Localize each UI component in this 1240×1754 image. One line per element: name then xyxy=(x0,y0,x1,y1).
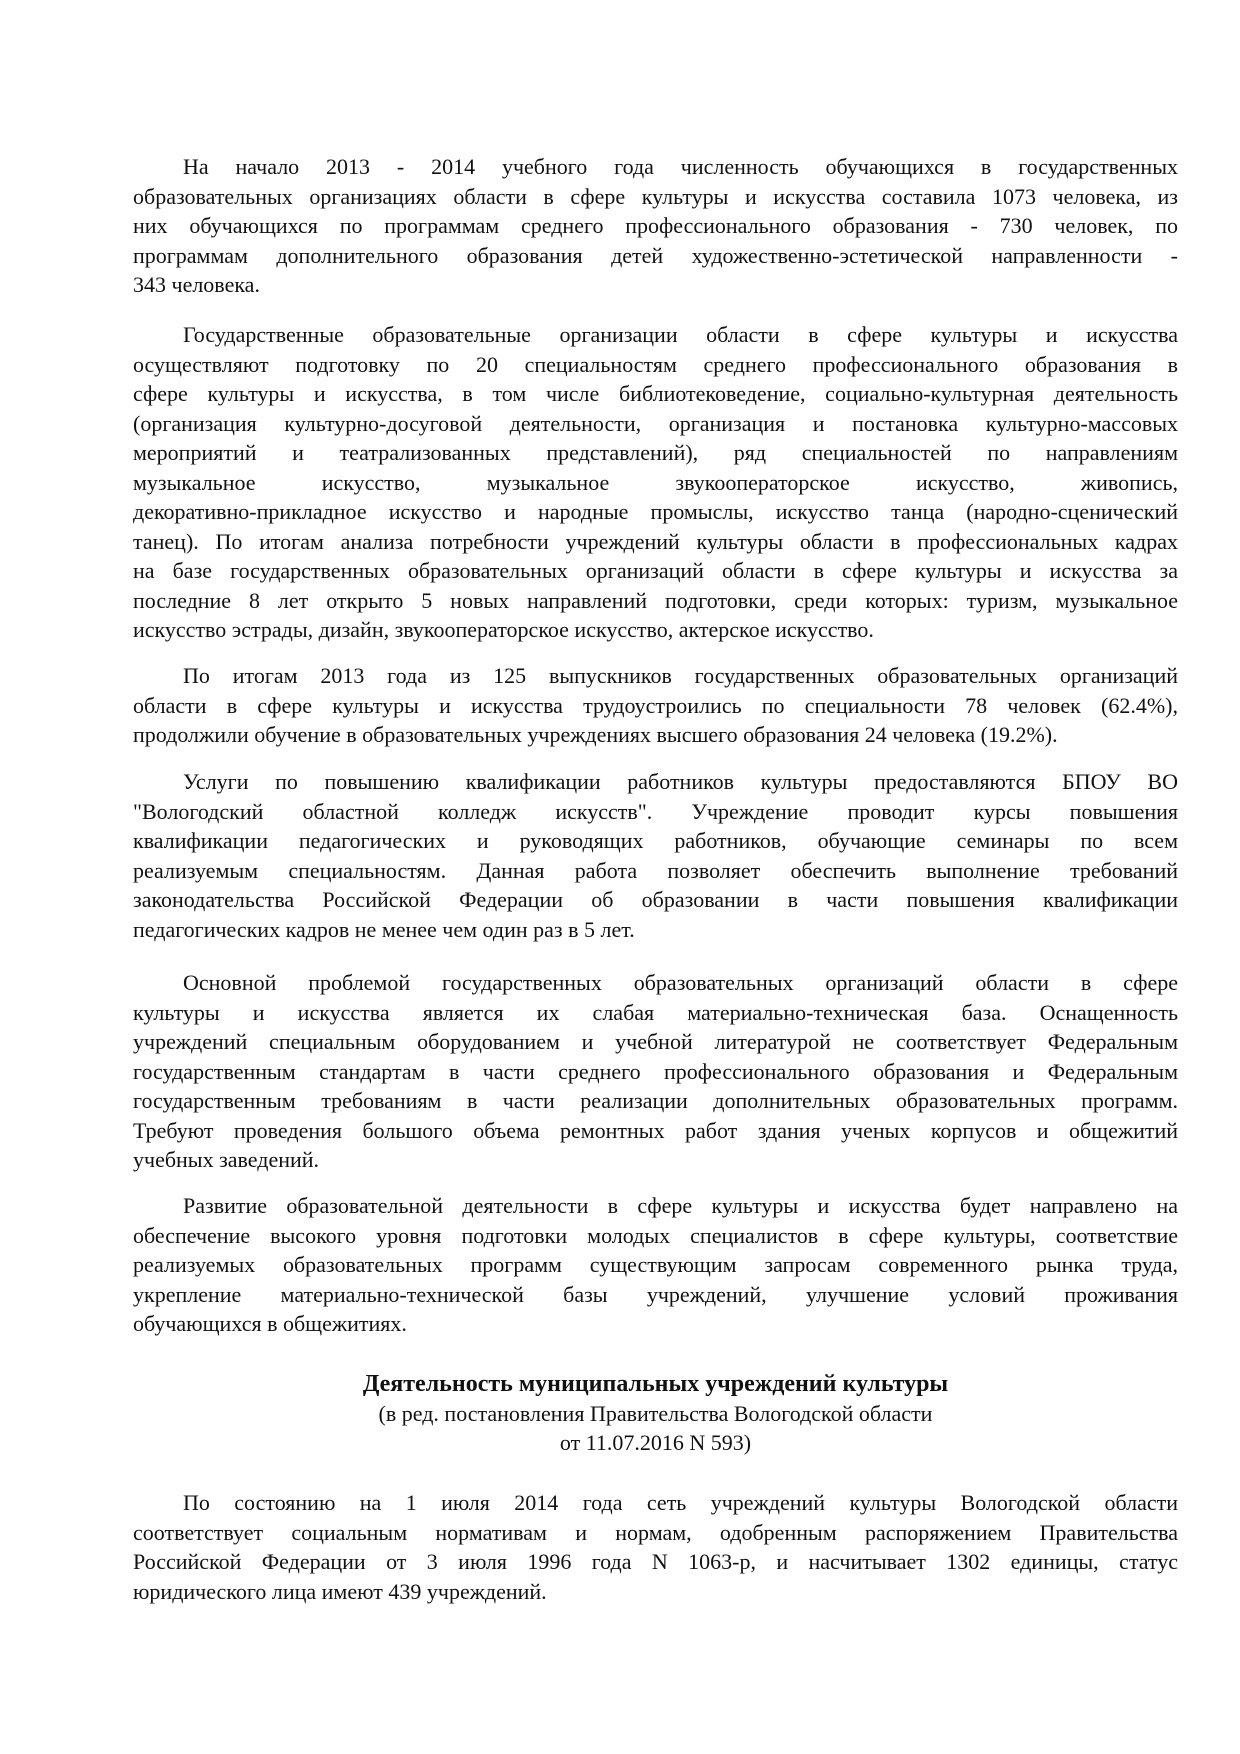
text-line: продолжили обучение в образовательных учреждениях высшего образования 24 человека (19.2%). xyxy=(133,722,1058,747)
text-line: На начало 2013 - 2014 учебного года численность обучающихся в государственных xyxy=(183,154,1178,179)
text-line: Развитие образовательной деятельности в сфере культуры и искусства будет направлено на xyxy=(183,1193,1178,1218)
text-line: Основной проблемой государственных образовательных организаций области в сфере xyxy=(183,970,1178,995)
paragraph-specialties xyxy=(133,320,1178,645)
text-line: государственным стандартам в части среднего профессионального образования и Федеральным xyxy=(133,1058,1178,1084)
text-line: учебных заведений. xyxy=(133,1147,320,1172)
paragraph-qualification xyxy=(133,767,1178,944)
section-note-line2: от 11.07.2016 N 593) xyxy=(559,1430,752,1455)
text-line: обучающихся в общежитиях. xyxy=(133,1311,407,1336)
paragraph-development xyxy=(133,1191,1178,1339)
text-line: последние 8 лет открыто 5 новых направлений подготовки, среди которых: туризм, музыкальное xyxy=(133,587,1178,613)
text-line: образовательных организациях области в сфере культуры и искусства составила 1073 человека, из xyxy=(133,183,1178,209)
text-line: 343 человека. xyxy=(133,272,260,297)
text-line: мероприятий и театрализованных представлений), ряд специальностей по направлениям xyxy=(133,440,1178,465)
text-line: музыкальное искусство, музыкальное звукооператорское искусство, живопись, xyxy=(133,469,1178,495)
text-line: учреждений специальным оборудованием и учебной литературой не соответствует Федеральным xyxy=(133,1029,1178,1054)
text-line: реализуемым специальностям. Данная работа позволяет обеспечить выполнение требований xyxy=(133,857,1178,883)
paragraph-problems xyxy=(133,968,1178,1175)
paragraph-network xyxy=(133,1488,1178,1606)
text-line: декоративно-прикладное искусство и народные промыслы, искусство танца (народно-сценический xyxy=(133,499,1178,524)
text-line: юридического лица имеют 439 учреждений. xyxy=(133,1578,547,1604)
text-line: "Вологодский областной колледж искусств". Учреждение проводит курсы повышения xyxy=(133,798,1178,824)
text-line: законодательства Российской Федерации об образовании в части повышения квалификации xyxy=(133,887,1178,912)
section-note-line1: (в ред. постановления Правительства Вологодской области xyxy=(378,1401,933,1426)
paragraph-graduates xyxy=(133,661,1178,750)
text-line: соответствует социальным нормативам и нормам, одобренным распоряжением Правительства xyxy=(133,1519,1178,1545)
text-line: реализуемых образовательных программ существующим запросам современного рынка труда, xyxy=(133,1252,1178,1277)
text-line: искусство эстрады, дизайн, звукооператорское искусство, актерское искусство. xyxy=(133,617,874,642)
text-line: педагогических кадров не менее чем один раз в 5 лет. xyxy=(133,916,635,942)
text-line: программам дополнительного образования детей художественно-эстетической направленности - xyxy=(133,242,1178,268)
text-line: Требуют проведения большого объема ремонтных работ здания ученых корпусов и общежитий xyxy=(133,1117,1178,1143)
text-line: квалификации педагогических и руководящих работников, обучающие семинары по всем xyxy=(133,828,1178,853)
text-line: них обучающихся по программам среднего профессионального образования - 730 человек, по xyxy=(133,213,1178,238)
text-line: По итогам 2013 года из 125 выпускников государственных образовательных организаций xyxy=(183,663,1178,688)
text-line: (организация культурно-досуговой деятельности, организация и постановка культурно-массовых xyxy=(133,410,1178,436)
text-line: танец). По итогам анализа потребности учреждений культуры области в профессиональных кадрах xyxy=(133,528,1178,554)
text-line: По состоянию на 1 июля 2014 года сеть учреждений культуры Вологодской области xyxy=(183,1490,1178,1515)
text-line: государственным требованиям в части реализации дополнительных образовательных программ. xyxy=(133,1088,1178,1113)
text-line: обеспечение высокого уровня подготовки молодых специалистов в сфере культуры, соответствие xyxy=(133,1222,1178,1248)
section-heading: Деятельность муниципальных учреждений культуры xyxy=(362,1371,949,1397)
text-line: укрепление материально-технической базы учреждений, улучшение условий проживания xyxy=(133,1281,1178,1307)
text-line: сфере культуры и искусства, в том числе библиотековедение, социально-культурная деятельность xyxy=(133,381,1178,406)
text-line: Услуги по повышению квалификации работников культуры предоставляются БПОУ ВО xyxy=(183,769,1178,794)
text-line: Государственные образовательные организации области в сфере культуры и искусства xyxy=(183,322,1178,347)
text-line: области в сфере культуры и искусства трудоустроились по специальности 78 человек (62.4%), xyxy=(133,692,1178,718)
text-line: осуществляют подготовку по 20 специальностям среднего профессионального образования в xyxy=(133,351,1178,377)
text-line: на базе государственных образовательных организаций области в сфере культуры и искусства за xyxy=(133,558,1178,583)
paragraph-enrollment xyxy=(133,152,1178,300)
text-line: Российской Федерации от 3 июля 1996 года N 1063-р, и насчитывает 1302 единицы, статус xyxy=(133,1549,1178,1574)
text-line: культуры и искусства является их слабая материально-техническая база. Оснащенность xyxy=(133,999,1178,1025)
